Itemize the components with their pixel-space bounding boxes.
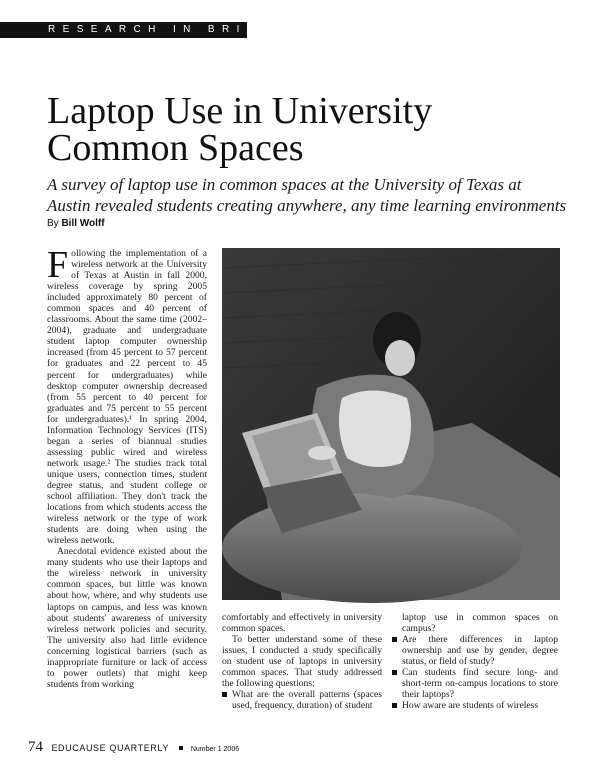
question-3: Can students find secure long- and short-term on-campus locations to store their laptops? [402, 667, 558, 701]
body-column-2 [222, 612, 382, 711]
paragraph-2: Anecdotal evidence existed about the many students who use their laptops and the wireless network in university common spaces, but little was known about how, where, and why students use laptops on campus, and less was known about students' awareness of university wireless network policies and security. The university also had little evidence concerning logistical barriers (such as inappropriate furniture or lack of access to power outlets) that might keep students from working [47, 546, 207, 690]
bullet-icon [392, 670, 397, 675]
list-item [392, 667, 558, 700]
paragraph-2-continued: comfortably and effectively in university common spaces. [222, 612, 382, 635]
paragraph-3: To better understand some of these issues, I conducted a study specifically on student use of laptops in university common spaces. That study addressed the following questions: [222, 634, 382, 690]
page-number: 74 [28, 739, 43, 755]
section-banner [0, 22, 275, 38]
list-item [392, 700, 558, 711]
paragraph-1-text: ollowing the implementation of a wireless network at the University of Texas at Austin in fall 2000, wireless coverage by spring 2005 included approximately 80 percent of common spaces and 40 percent of classrooms. About the same time (2002–2004), graduate and undergraduate student laptop computer ownership increased (from 45 percent to 57 percent for graduates and 22 percent to 45 percent for undergraduates) while desktop computer ownership decreased (from 55 percent to 40 percent for graduates and 75 percent to 55 percent for undergraduates).¹ In spring 2004, Information Technology Services (ITS) began a series of biannual studies assessing public wired and wireless network usage.² The studies track total unique users, connection times, student degree status, and student college or school affiliation. They don't track the locations from which students access the wireless network or the type of work students are doing when using the wireless network. [47, 248, 207, 547]
body-column-3 [392, 612, 558, 711]
separator-icon [179, 746, 183, 750]
list-item [392, 634, 558, 667]
paragraph-1 [47, 244, 207, 547]
page-footer [28, 738, 239, 756]
bullet-icon [222, 692, 227, 697]
section-label: RESEARCH IN BRIEF [48, 24, 275, 35]
question-2: Are there differences in laptop ownership and use by gender, degree status, or field of study? [402, 634, 558, 668]
body-column-1 [47, 244, 207, 690]
title-line-1: Laptop Use in University [47, 90, 433, 132]
title-line-2: Common Spaces [47, 127, 304, 169]
photo-illustration [222, 248, 560, 600]
bullet-icon [392, 703, 397, 708]
drop-cap: F [47, 244, 69, 286]
question-4: How aware are students of wireless [402, 700, 539, 712]
question-list-continued [392, 634, 558, 711]
byline [47, 218, 105, 229]
question-list [222, 689, 382, 711]
question-1-continued: laptop use in common spaces on campus? [402, 612, 558, 635]
article-subtitle: A survey of laptop use in common spaces at the University of Texas at Austin revealed students creating anywhere, any time learning environments [47, 175, 567, 215]
magazine-name: EDUCAUSE QUARTERLY [51, 743, 169, 753]
student-laptop-photo [222, 248, 560, 600]
question-1: What are the overall patterns (spaces used, frequency, duration) of student [232, 689, 382, 712]
issue-info: Number 1 2006 [190, 746, 240, 753]
bullet-icon [392, 637, 397, 642]
article-title [47, 90, 557, 169]
author-name: Bill Wolff [61, 218, 105, 229]
list-item [222, 689, 382, 711]
byline-prefix: By [47, 218, 59, 229]
